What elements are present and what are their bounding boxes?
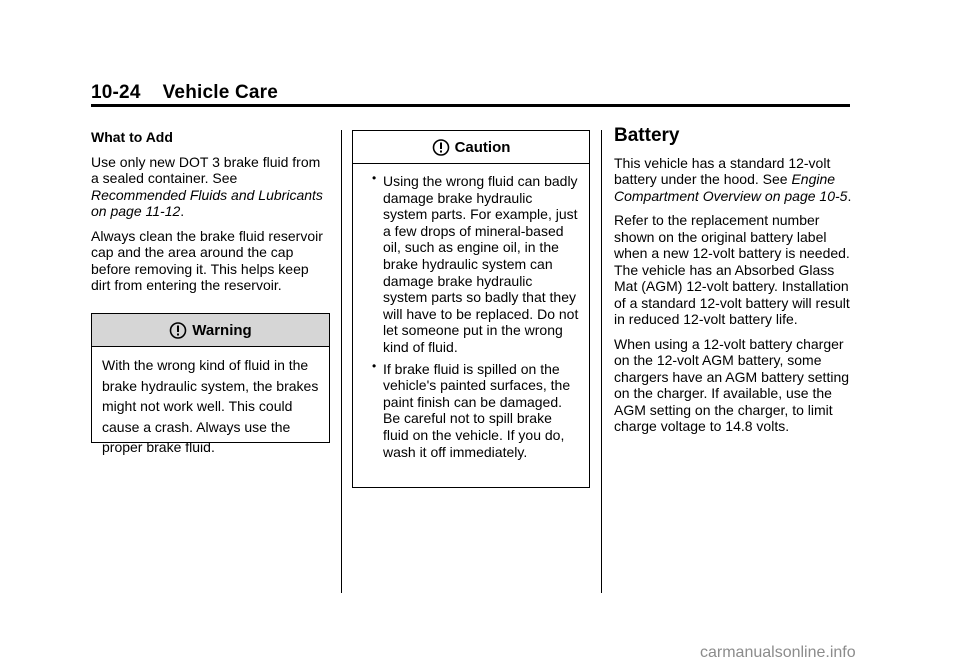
watermark: carmanualsonline.info	[700, 644, 856, 661]
warning-text: With the wrong kind of fluid in the brake hydraulic system, the brakes might not work well. This could cause a crash. Always use the proper brake fluid.	[102, 357, 319, 455]
battery-paragraph-2: Refer to the replacement number shown on the original battery label when a new 12-volt battery is needed. The vehicle has an Absorbed Glass Mat (AGM) 12-volt battery. Installation of a standard 12-volt battery will result in reduced 12-volt battery life.	[614, 212, 850, 327]
caution-body	[353, 164, 589, 473]
battery-paragraph-3: When using a 12-volt battery charger on the 12-volt AGM battery, some chargers have an AGM battery setting on the charger. If available, use the AGM setting on the charger, to limit charge voltage to 14.8 volts.	[614, 335, 850, 434]
page-number: 10-24	[91, 82, 141, 103]
battery-paragraph-1: This vehicle has a standard 12-volt battery under the hood. See Engine Compartment Overview on page 10-5.	[614, 154, 852, 204]
header-rule	[91, 104, 850, 107]
caution-icon	[432, 139, 450, 156]
clean-cap-paragraph: Always clean the brake fluid reservoir cap and the area around the cap before removing it. This helps keep dirt from entering the reservoir.	[91, 227, 323, 293]
column-3	[614, 125, 852, 443]
battery-heading: Battery	[614, 125, 680, 146]
caution-box	[352, 130, 590, 488]
engine-compartment-link[interactable]: Engine Compartment Overview on page 10-5	[614, 171, 848, 204]
fluid-paragraph: Use only new DOT 3 brake fluid from a sealed container. See Recommended Fluids and Lubricants on page 11-12.	[91, 153, 323, 219]
caution-item: • Using the wrong fluid can badly damage brake hydraulic system parts. For example, just a few drops of mineral-based oil, such as engine oil, in the brake hydraulic system can damage brake hydraulic system parts so badly that they will have to be replaced. Do not let someone put in the wrong kind of fluid.	[372, 171, 579, 355]
caution-list	[363, 173, 579, 460]
page-header	[91, 82, 278, 104]
column-1	[91, 129, 329, 302]
warning-title: Warning	[92, 314, 329, 347]
bullet-icon: •	[372, 358, 377, 373]
section-title: Vehicle Care	[162, 82, 279, 103]
caution-title: Caution	[353, 131, 589, 164]
column-divider-2	[601, 130, 602, 593]
fluids-reference-link[interactable]: Recommended Fluids and Lubricants on page 11-12	[91, 186, 323, 219]
warning-icon	[169, 322, 187, 339]
column-divider-1	[341, 130, 342, 593]
bullet-icon: •	[372, 171, 377, 185]
caution-item: • If brake fluid is spilled on the vehicle's painted surfaces, the paint finish can be damaged. Be careful not to spill brake fluid on the vehicle. If you do, wash it off immediately.	[372, 358, 571, 460]
warning-box	[91, 313, 330, 455]
what-to-add-heading: What to Add	[91, 129, 173, 145]
